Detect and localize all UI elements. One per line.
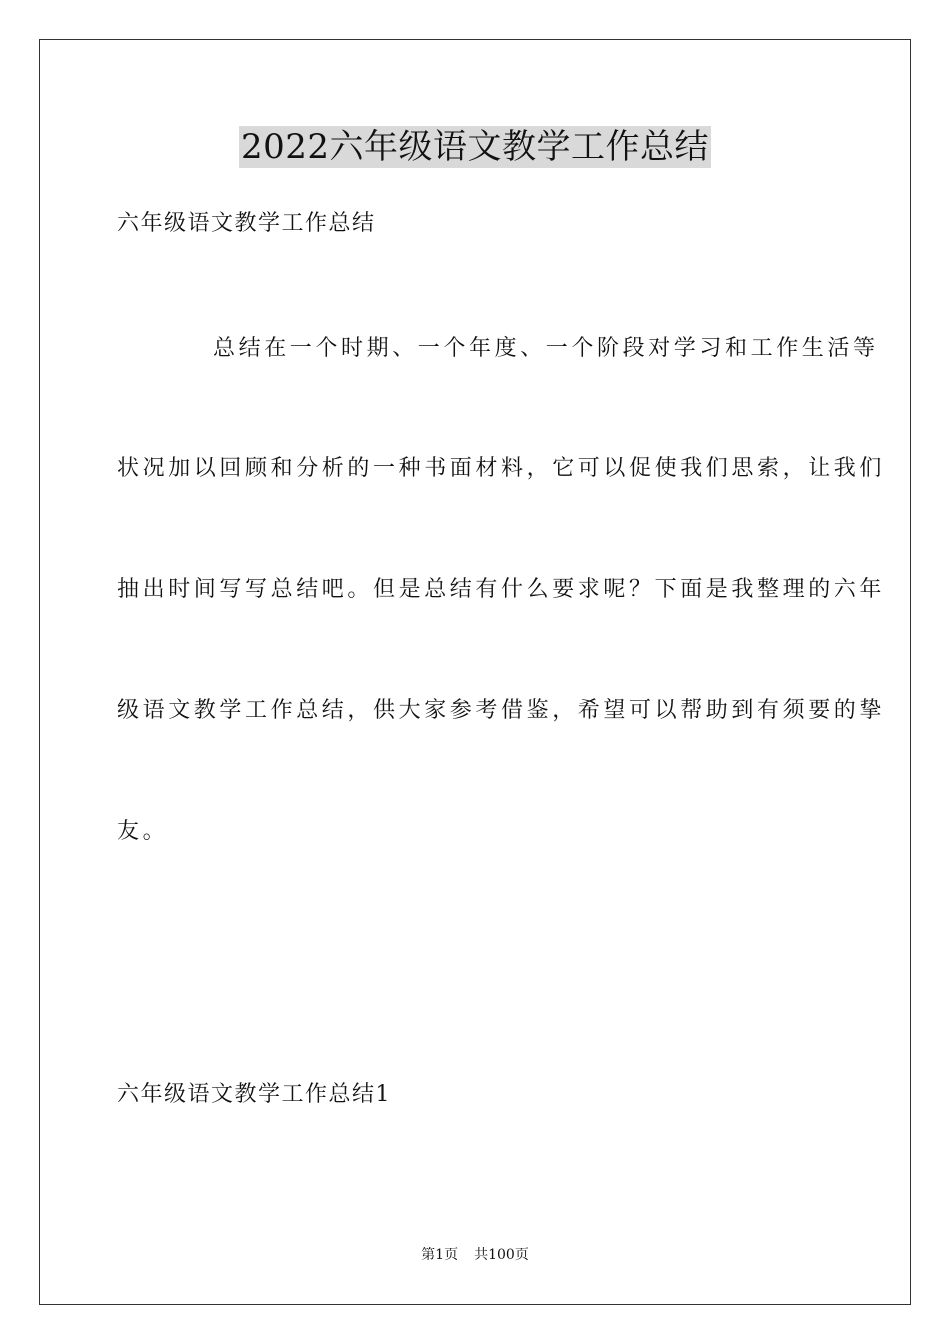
total-pages-label: 共100页 — [474, 1247, 529, 1263]
paragraph-line-1: 总结在一个时期、一个年度、一个阶段对学习和工作生活等 — [213, 336, 879, 361]
paragraph-line-5: 友。 — [117, 819, 169, 844]
paragraph-line-3: 抽出时间写写总结吧。但是总结有什么要求呢？下面是我整理的六年 — [117, 577, 886, 602]
current-page-label: 第1页 — [421, 1247, 459, 1263]
document-subtitle: 六年级语文教学工作总结 — [117, 211, 376, 236]
section-heading: 六年级语文教学工作总结1 — [117, 1082, 391, 1107]
paragraph-line-2: 状况加以回顾和分析的一种书面材料，它可以促使我们思索，让我们 — [117, 456, 886, 481]
page-footer — [0, 1245, 950, 1265]
document-title — [0, 126, 950, 168]
paragraph-line-4: 级语文教学工作总结，供大家参考借鉴，希望可以帮助到有须要的挚 — [117, 698, 886, 723]
document-title-text: 2022六年级语文教学工作总结 — [240, 127, 710, 167]
